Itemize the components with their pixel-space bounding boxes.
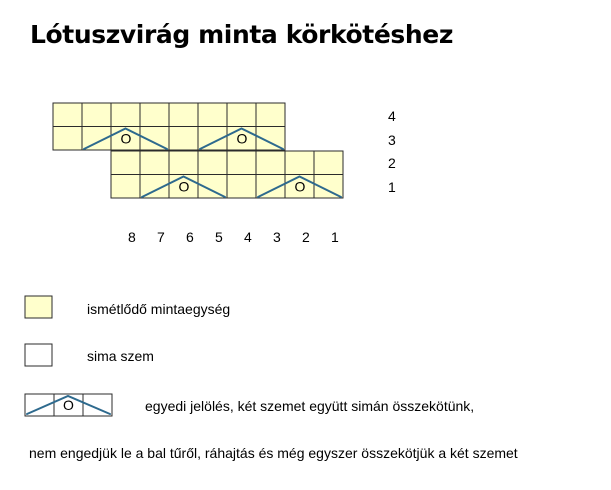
chart-cell [314,151,343,175]
chart-cell [198,151,227,175]
chart-cell [111,151,140,175]
row-label-2: 2 [388,155,396,171]
o-symbol: O [294,178,306,195]
chart-cell [53,127,82,151]
col-label-3: 3 [273,229,281,245]
o-symbol: O [178,178,190,195]
legend-symbol-label: egyedi jelölés, két szemet együtt simán összekötünk, [145,398,475,414]
chart-cell [256,151,285,175]
row-label-3: 3 [388,132,396,148]
col-label-6: 6 [186,229,194,245]
chart-cell [82,103,111,127]
page-title: Lótuszvirág minta körkötéshez [30,20,453,49]
chart-cell [140,103,169,127]
chart-grid [53,103,343,198]
chart-cell [198,103,227,127]
legend-repeat-label: ismétlődő mintaegység [87,301,231,317]
legend-plain-swatch [25,344,52,366]
row-label-1: 1 [388,179,396,195]
col-label-5: 5 [215,229,223,245]
chart-cell [140,151,169,175]
o-symbol: O [236,130,248,147]
legend-plain-label: sima szem [87,348,154,364]
chart-cell [227,103,256,127]
chart-cell [169,103,198,127]
o-symbol: O [120,130,132,147]
chart-cell [256,103,285,127]
chart-cell [111,103,140,127]
chart-cell [53,103,82,127]
legend-o-symbol: O [63,397,74,413]
col-label-1: 1 [331,229,339,245]
legend-continuation-label: nem engedjük le a bal tűről, ráhajtás és még egyszer összekötjük a két szemet [29,445,518,461]
col-label-2: 2 [302,229,310,245]
col-label-8: 8 [128,229,136,245]
chart-cell [285,151,314,175]
chart-cell [227,151,256,175]
row-label-4: 4 [388,108,396,124]
col-label-7: 7 [157,229,165,245]
column-labels [128,229,339,245]
legend-symbol-swatch [25,394,112,416]
chart-cell [111,175,140,199]
legend-repeat-swatch [25,296,52,318]
chart-cell [169,151,198,175]
chart-cell [227,175,256,199]
col-label-4: 4 [244,229,252,245]
chart-cell [169,127,198,151]
row-labels [388,108,396,195]
